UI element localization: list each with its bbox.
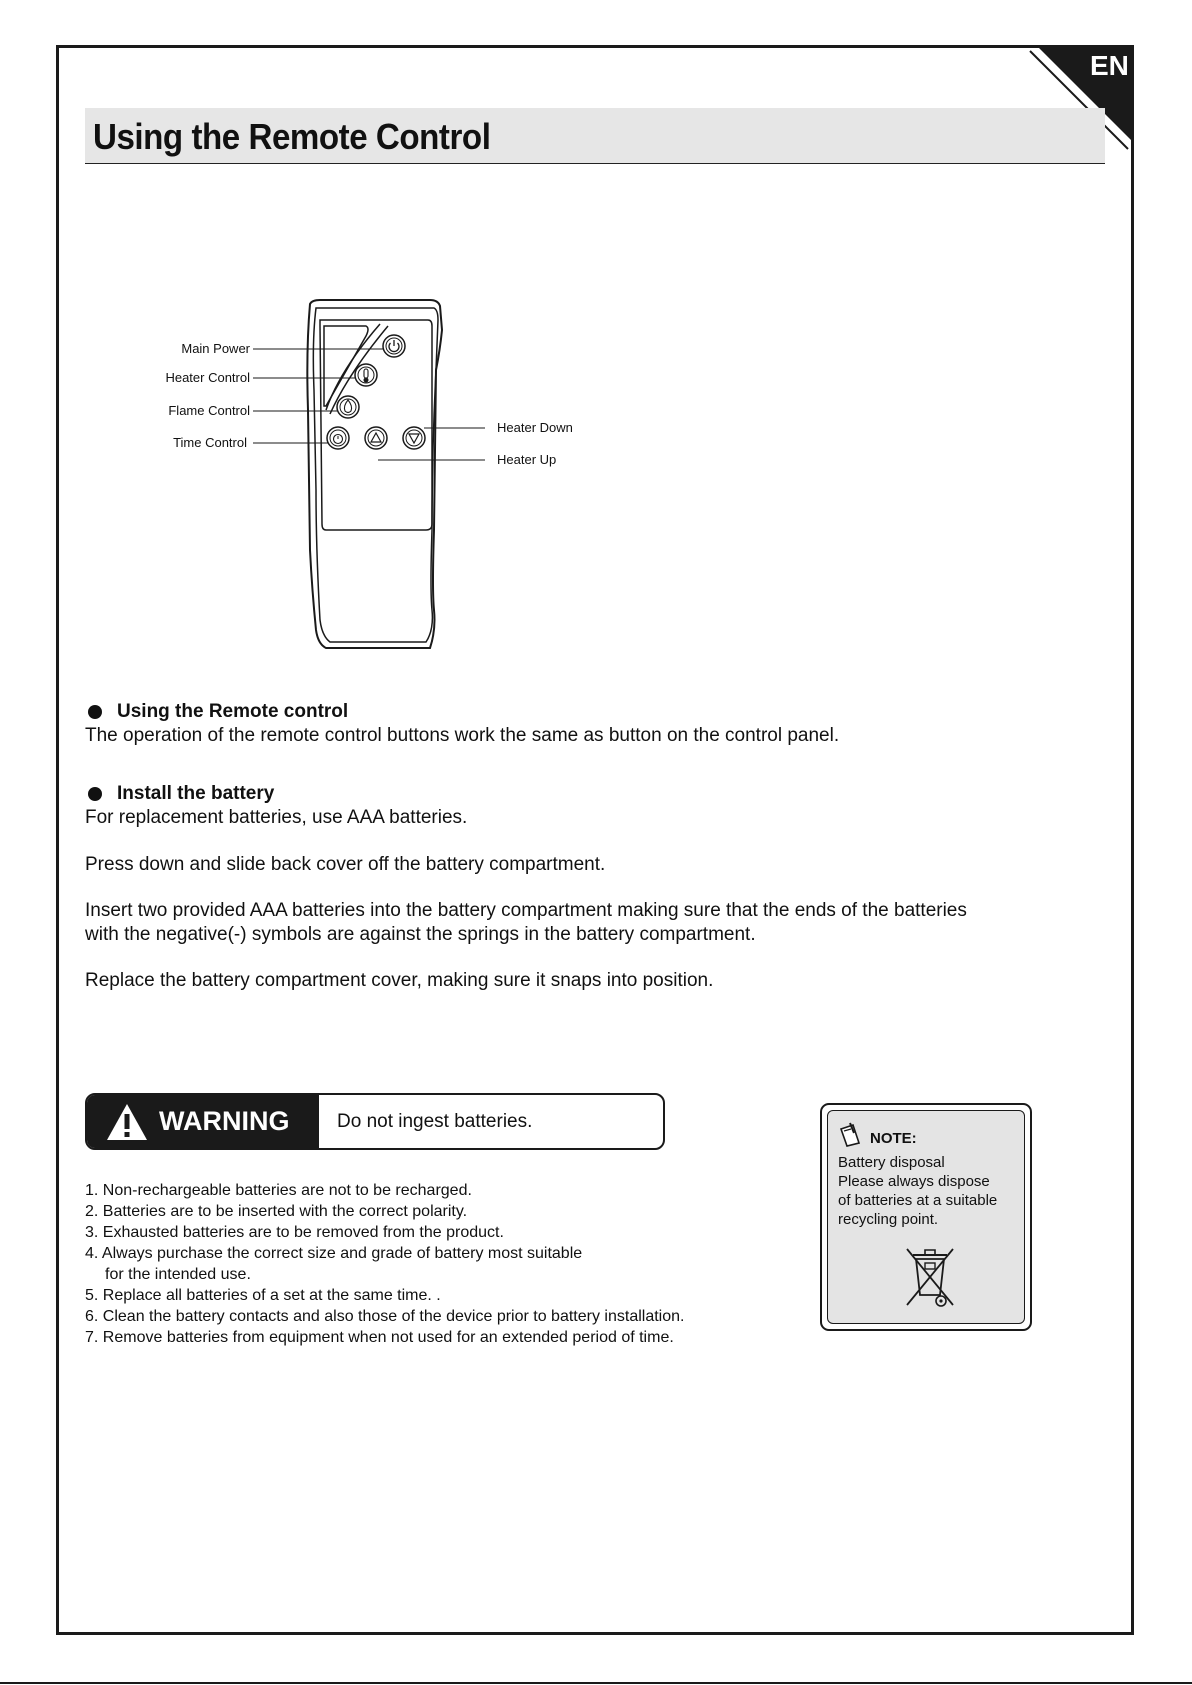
note-line: Battery disposal — [838, 1154, 945, 1171]
heater-down-button — [403, 427, 425, 449]
page-frame — [56, 45, 1134, 1635]
bullet-icon — [88, 705, 102, 719]
warning-label-block — [87, 1095, 319, 1148]
note-line: Please always dispose — [838, 1173, 990, 1190]
section-heading — [85, 782, 1085, 806]
callout-heater-down: Heater Down — [497, 420, 573, 435]
section-using-remote — [85, 700, 1085, 748]
install-paragraph: Replace the battery compartment cover, making sure it snaps into position. — [85, 970, 714, 991]
thermometer-button — [355, 364, 377, 386]
callout-time-control: Time Control — [173, 435, 247, 450]
install-paragraph: Press down and slide back cover off the battery compartment. — [85, 854, 606, 875]
callout-main-power: Main Power — [181, 341, 250, 356]
note-label: NOTE: — [870, 1130, 917, 1147]
note-inner — [827, 1110, 1025, 1324]
list-item: 7. Remove batteries from equipment when not used for an extended period of time. — [85, 1329, 674, 1346]
list-item: 4. Always purchase the correct size and grade of battery most suitable — [85, 1245, 583, 1262]
install-paragraph: Insert two provided AAA batteries into the battery compartment making sure that the ends of the batteries — [85, 900, 967, 921]
install-paragraph: with the negative(-) symbols are against the springs in the battery compartment. — [85, 924, 756, 945]
list-item: 2. Batteries are to be inserted with the correct polarity. — [85, 1203, 468, 1220]
warning-box — [85, 1093, 665, 1150]
section-text: The operation of the remote control buttons work the same as button on the control panel. — [85, 725, 840, 746]
section-heading — [85, 700, 1085, 724]
note-pad-icon — [838, 1121, 862, 1147]
power-button — [383, 335, 405, 357]
warning-label: WARNING — [159, 1106, 290, 1136]
install-paragraph: For replacement batteries, use AAA batteries. — [85, 807, 468, 828]
note-line: recycling point. — [838, 1211, 939, 1228]
remote-diagram — [140, 290, 610, 660]
flame-button — [337, 396, 359, 418]
list-item: for the intended use. — [105, 1266, 251, 1283]
crossed-bin-icon — [903, 1243, 957, 1309]
note-body — [838, 1153, 1028, 1229]
section-heading-text: Install the battery — [117, 783, 275, 804]
callout-flame-control: Flame Control — [168, 403, 250, 418]
list-item: 3. Exhausted batteries are to be removed from the product. — [85, 1224, 504, 1241]
warning-text: Do not ingest batteries. — [337, 1110, 533, 1132]
page-title: Using the Remote Control — [93, 116, 491, 157]
list-item: 5. Replace all batteries of a set at the same time. . — [85, 1287, 441, 1304]
note-header — [838, 1121, 917, 1147]
list-item: 6. Clean the battery contacts and also those of the device prior to battery installation. — [85, 1308, 685, 1325]
section-heading-text: Using the Remote control — [117, 701, 349, 722]
warning-triangle-icon — [105, 1102, 149, 1142]
timer-button — [327, 427, 349, 449]
heater-up-button — [365, 427, 387, 449]
note-box — [820, 1103, 1032, 1331]
callout-heater-control: Heater Control — [165, 370, 250, 385]
list-item: 1. Non-rechargeable batteries are not to be recharged. — [85, 1182, 472, 1199]
title-bar — [85, 108, 1105, 164]
language-label: EN — [1090, 50, 1129, 81]
callout-heater-up: Heater Up — [497, 452, 557, 467]
note-line: of batteries at a suitable — [838, 1192, 998, 1209]
bullet-icon — [88, 787, 102, 801]
battery-rules-list — [85, 1180, 805, 1348]
section-install-battery — [85, 782, 1085, 830]
footer-rule — [0, 1682, 1192, 1684]
